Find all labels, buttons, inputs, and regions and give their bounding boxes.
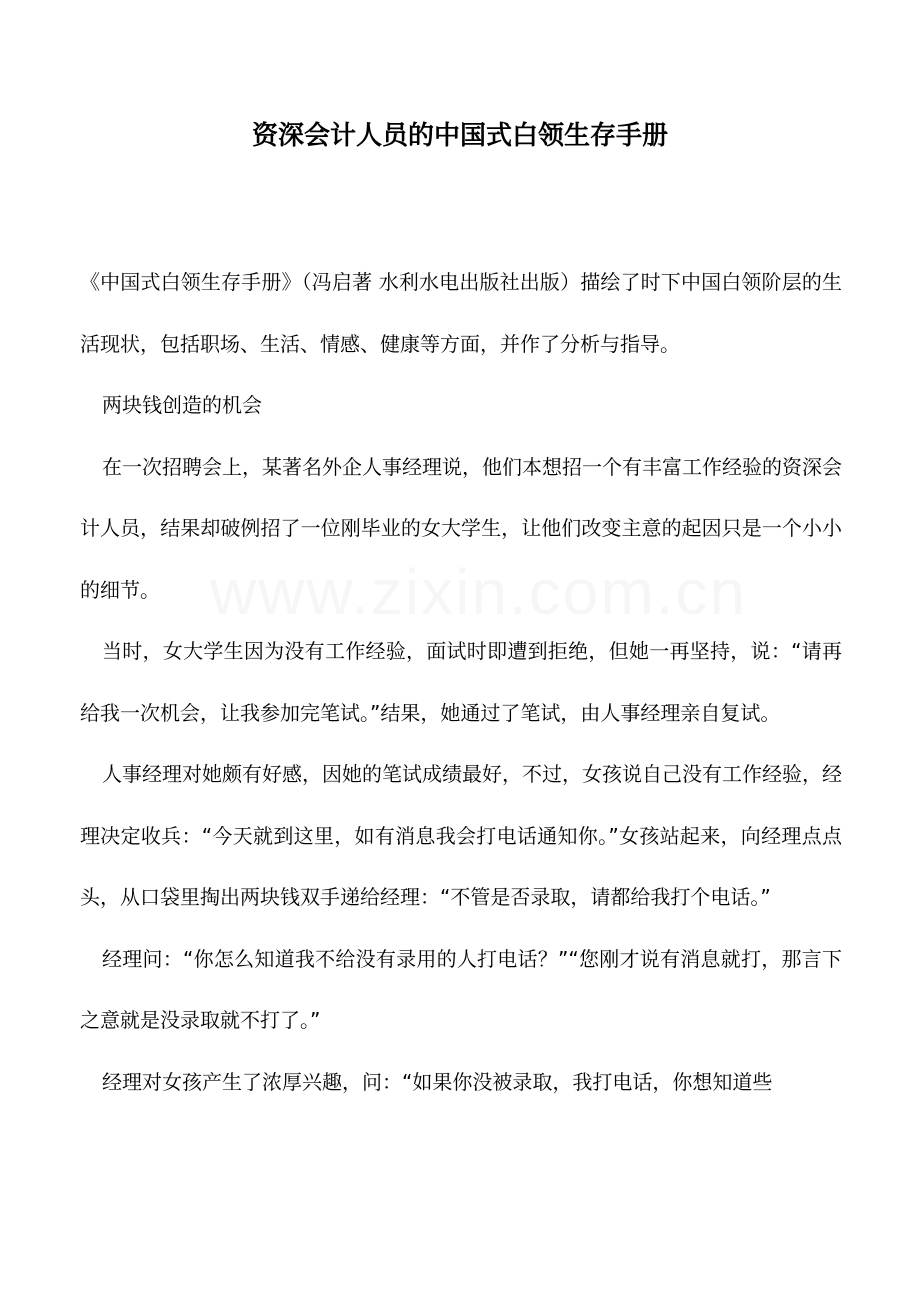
paragraph: 在一次招聘会上，某著名外企人事经理说，他们本想招一个有丰富工作经验的资深会计人员，结果却破例招了一位刚毕业的女大学生，让他们改变主意的起因只是一个小小的细节。 — [80, 454, 842, 602]
document-body — [80, 252, 842, 1113]
section-heading: 两块钱创造的机会 — [102, 393, 262, 417]
paragraph-intro: 《中国式白领生存手册》（冯启著 水利水电出版社出版）描绘了时下中国白领阶层的生活现状，包括职场、生活、情感、健康等方面，并作了分析与指导。 — [80, 270, 842, 356]
paragraph: 经理问：“你怎么知道我不给没有录用的人打电话？”“您刚才说有消息就打，那言下之意就是没录取就不打了。” — [80, 946, 842, 1032]
paragraph: 当时，女大学生因为没有工作经验，面试时即遭到拒绝，但她一再坚持，说：“请再给我一次机会，让我参加完笔试。”结果，她通过了笔试，由人事经理亲自复试。 — [80, 639, 842, 725]
watermark-text: www.zixin.com.cn — [210, 556, 747, 628]
paragraph: 人事经理对她颇有好感，因她的笔试成绩最好，不过，女孩说自己没有工作经验，经理决定收兵：“今天就到这里，如有消息我会打电话通知你。”女孩站起来，向经理点点头，从口袋里掏出两块钱双手递给经理：“不管是否录取，请都给我打个电话。” — [80, 762, 842, 909]
document-title: 资深会计人员的中国式白领生存手册 — [251, 121, 668, 151]
paragraph: 经理对女孩产生了浓厚兴趣，问：“如果你没被录取，我打电话，你想知道些 — [102, 1069, 773, 1094]
